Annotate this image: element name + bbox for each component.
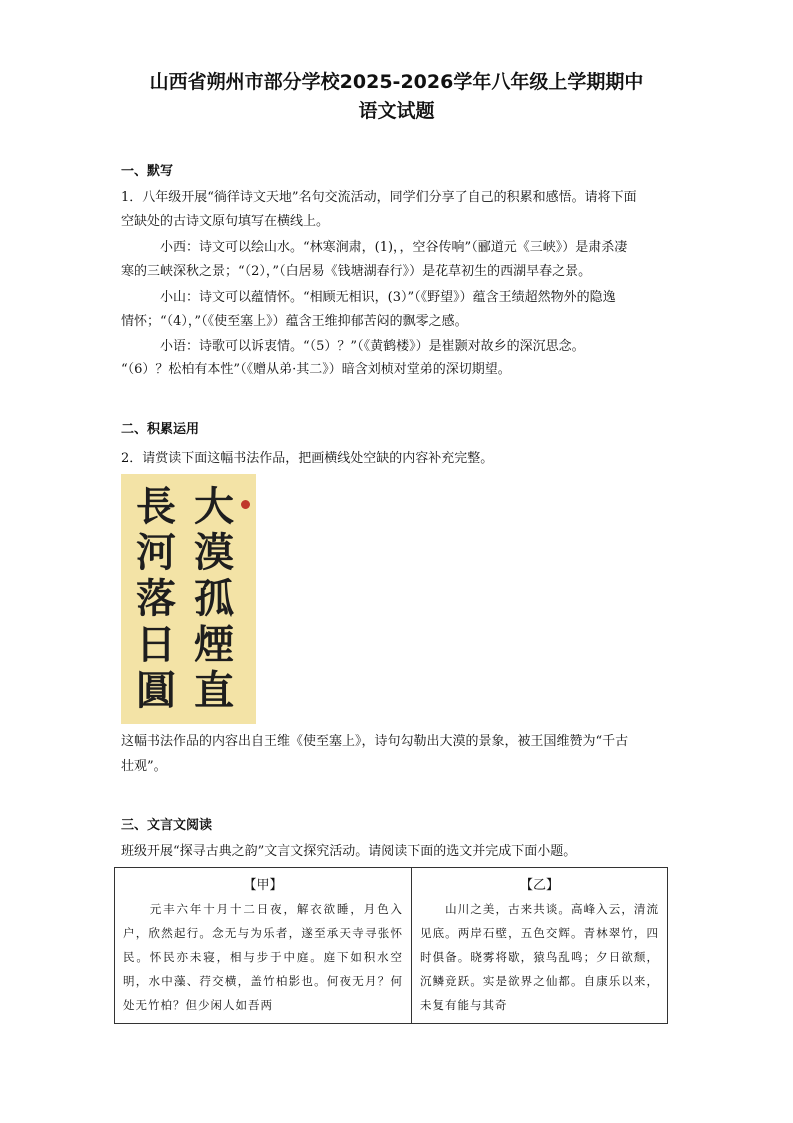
- calligraphy-char: 圓: [136, 667, 176, 714]
- section-heading-accumulation: 二、积累运用: [121, 422, 200, 437]
- q1-line: 情怀；“（4），”（《使至塞上》）蕴含王维抑郁苦闷的飘零之感。: [121, 314, 468, 329]
- section-heading-dictation: 一、默写: [121, 164, 174, 179]
- calligraphy-char: 落: [136, 575, 176, 622]
- section-heading-classical: 三、文言文阅读: [121, 818, 213, 833]
- q2-caption-line: 壮观”。: [121, 759, 167, 774]
- page-title-line1: 山西省朔州市部分学校2025-2026学年八年级上学期期中: [149, 71, 644, 93]
- calligraphy-char: 孤: [194, 575, 234, 622]
- q1-line: “（6）？松柏有本性”（《赠从弟·其二》）暗含刘桢对堂弟的深切期望。: [121, 362, 511, 377]
- calligraphy-char: 大: [194, 483, 234, 530]
- q1-line: 空缺处的古诗文原句填写在横线上。: [121, 214, 330, 229]
- q2-prompt: 2．请赏读下面这幅书法作品，把画横线处空缺的内容补充完整。: [121, 451, 494, 466]
- reading-text-yi: 山川之美，古来共谈。高峰入云，清流见底。两岸石壁，五色交辉。青林翠竹，四时俱备。晓雾将歇，猿鸟乱鸣；夕日欲颓，沉鳞竞跃。实是欲界之仙都。自康乐以来，未复有能与其奇: [420, 902, 659, 1012]
- calligraphy-right-column: [189, 484, 239, 714]
- calligraphy-char: 直: [194, 667, 234, 714]
- q1-line: 小西：诗文可以绘山水。“林寒涧肃，(1)，，空谷传响”（郦道元《三峡》）是肃杀凄: [160, 240, 628, 255]
- q1-line: 寒的三峡深秋之景；“（2），”（白居易《钱塘湖春行》）是花草初生的西湖早春之景。: [121, 264, 592, 279]
- page-title-line2: 语文试题: [358, 100, 435, 122]
- reading-header-yi: 【乙】: [519, 878, 559, 893]
- q1-line: 小山：诗文可以蕴情怀。“相顾无相识，(3）”（《野望》）蕴含王绩超然物外的隐逸: [160, 290, 616, 305]
- reading-cell-yi: [412, 868, 668, 1024]
- calligraphy-left-column: [131, 484, 181, 714]
- calligraphy-image: [121, 474, 256, 724]
- reading-cell-jia: [115, 868, 412, 1024]
- q2-caption-line: 这幅书法作品的内容出自王维《使至塞上》，诗句勾勒出大漠的景象，被王国维赞为“千古: [121, 734, 629, 749]
- q3-intro: 班级开展“探寻古典之韵”文言文探究活动。请阅读下面的选文并完成下面小题。: [121, 844, 577, 859]
- calligraphy-char: 長: [136, 483, 176, 530]
- seal-stamp: [241, 500, 250, 509]
- q1-line: 1．八年级开展“徜徉诗文天地”名句交流活动，同学们分享了自己的积累和感悟。请将下面: [121, 190, 637, 205]
- reading-text-jia: 元丰六年十月十二日夜，解衣欲睡，月色入户，欣然起行。念无与为乐者，遂至承天寺寻张怀民。怀民亦未寝，相与步于中庭。庭下如积水空明，水中藻、荇交横，盖竹柏影也。何夜无月？何处无竹柏？但少闲人如吾两: [123, 902, 403, 1012]
- calligraphy-char: 煙: [194, 621, 234, 668]
- calligraphy-char: 漠: [194, 529, 234, 576]
- calligraphy-char: 日: [136, 621, 176, 668]
- q1-line: 小语：诗歌可以诉衷情。“（5）？”（《黄鹤楼》）是崔颢对故乡的深沉思念。: [160, 339, 585, 354]
- reading-header-jia: 【甲】: [243, 878, 283, 893]
- reading-table: [114, 867, 668, 1024]
- calligraphy-char: 河: [136, 529, 176, 576]
